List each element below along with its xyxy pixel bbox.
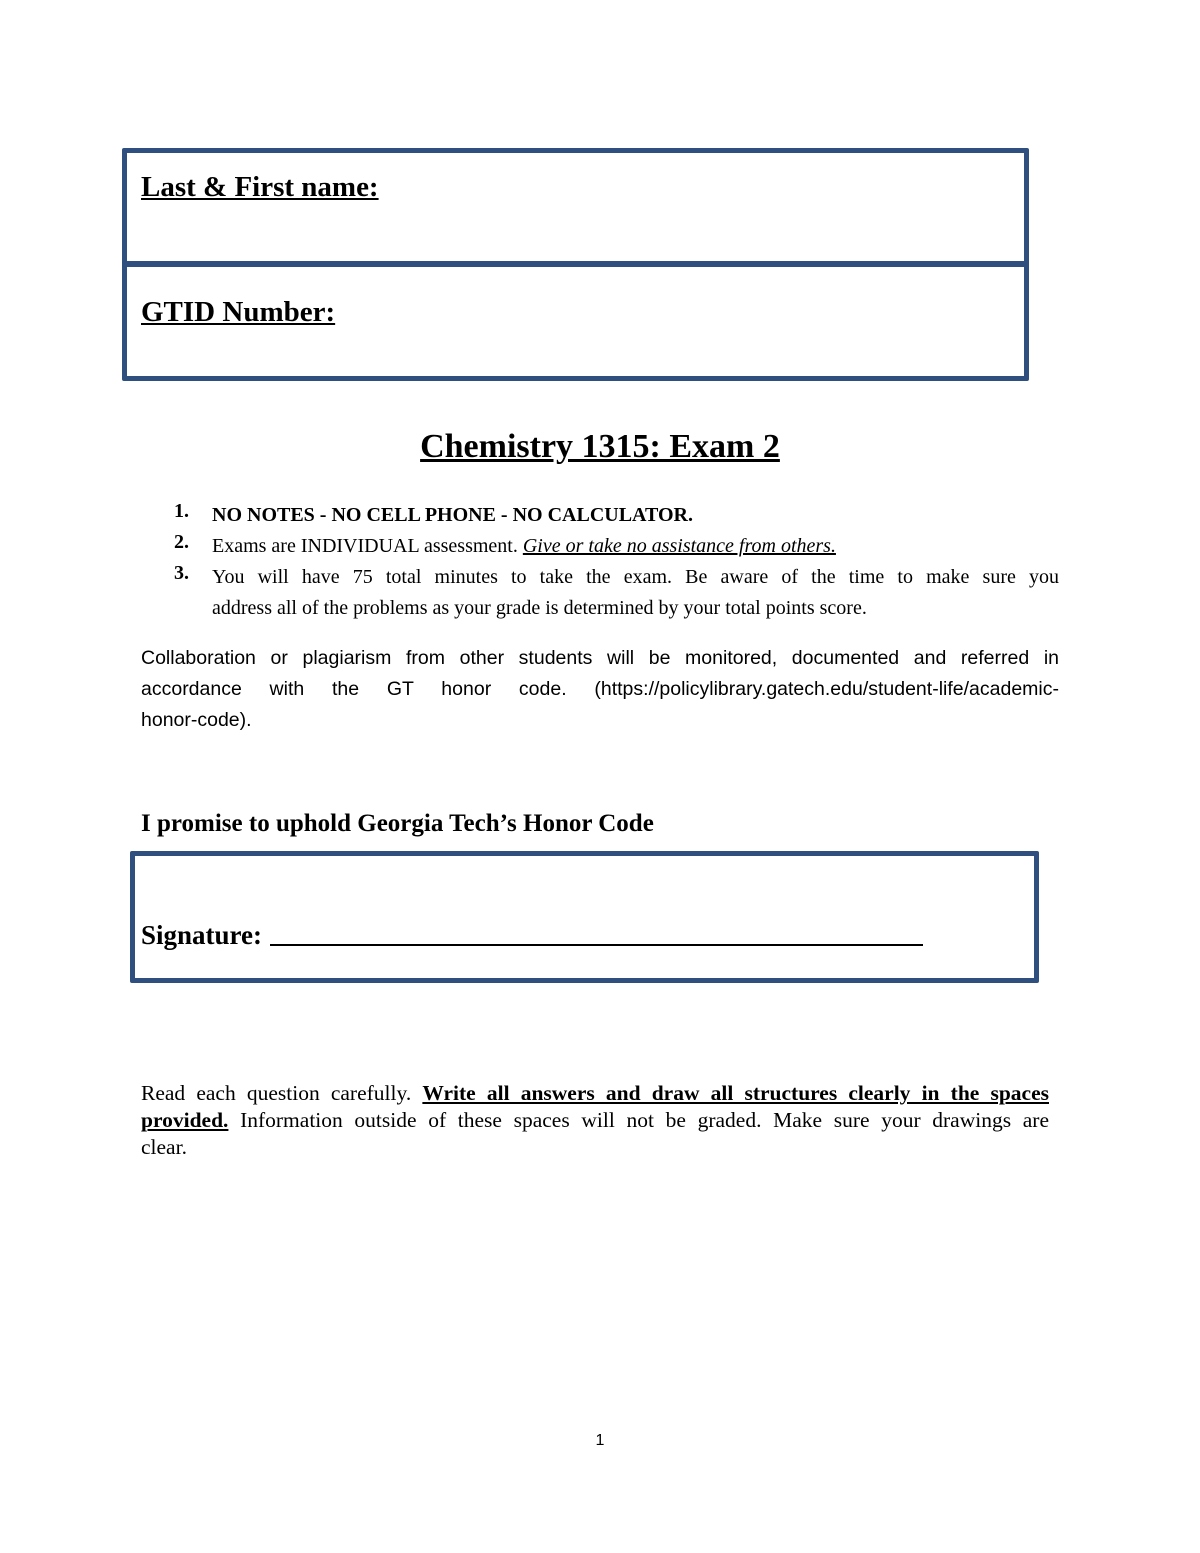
- rule-text-no-assistance: Give or take no assistance from others.: [522, 535, 836, 557]
- collaboration-line: accordance with the GT honor code. (https://policylibrary.gatech.edu/student-life/academic-: [141, 678, 1059, 700]
- gtid-field-label: GTID Number:: [141, 296, 336, 328]
- honor-code-heading: I promise to uphold Georgia Tech’s Honor Code: [141, 810, 654, 837]
- instructions-paragraph: [141, 1080, 1049, 1161]
- rule-text-individual: [212, 531, 1059, 562]
- instructions-line: [141, 1107, 1049, 1134]
- rule-number: 3.: [174, 562, 189, 584]
- exam-title: Chemistry 1315: Exam 2: [420, 428, 780, 465]
- instructions-line: [141, 1080, 1049, 1107]
- instructions-emphasis: provided.: [141, 1108, 229, 1132]
- rule-text-no-notes: NO NOTES - NO CELL PHONE - NO CALCULATOR.: [212, 504, 693, 526]
- name-field-box[interactable]: [122, 148, 1029, 266]
- rule-number: 1.: [174, 500, 189, 522]
- rule-number: 2.: [174, 531, 189, 553]
- signature-line[interactable]: [270, 944, 923, 946]
- rule-text-time-limit: [212, 562, 1059, 624]
- instructions-lead: Read each question carefully.: [141, 1081, 423, 1105]
- page-number: 1: [595, 1432, 605, 1449]
- rule-text-line: address all of the problems as your grade is determined by your total points score.: [212, 597, 867, 619]
- instructions-emphasis: Write all answers and draw all structures clearly in the spaces: [422, 1081, 1049, 1105]
- instructions-line: clear.: [141, 1135, 187, 1159]
- instructions-tail: Information outside of these spaces will not be graded. Make sure your drawings are: [228, 1108, 1049, 1132]
- name-field-label: Last & First name:: [141, 171, 379, 203]
- rule-text-individual-main: Exams are INDIVIDUAL assessment.: [212, 535, 523, 557]
- collaboration-line: honor-code).: [141, 709, 252, 731]
- collaboration-line: Collaboration or plagiarism from other students will be monitored, documented and referred in: [141, 647, 1059, 669]
- signature-box[interactable]: [130, 851, 1039, 983]
- signature-label: Signature:: [141, 920, 263, 950]
- rule-text-line: You will have 75 total minutes to take the exam. Be aware of the time to make sure you: [212, 566, 1059, 588]
- collaboration-notice: [141, 643, 1059, 736]
